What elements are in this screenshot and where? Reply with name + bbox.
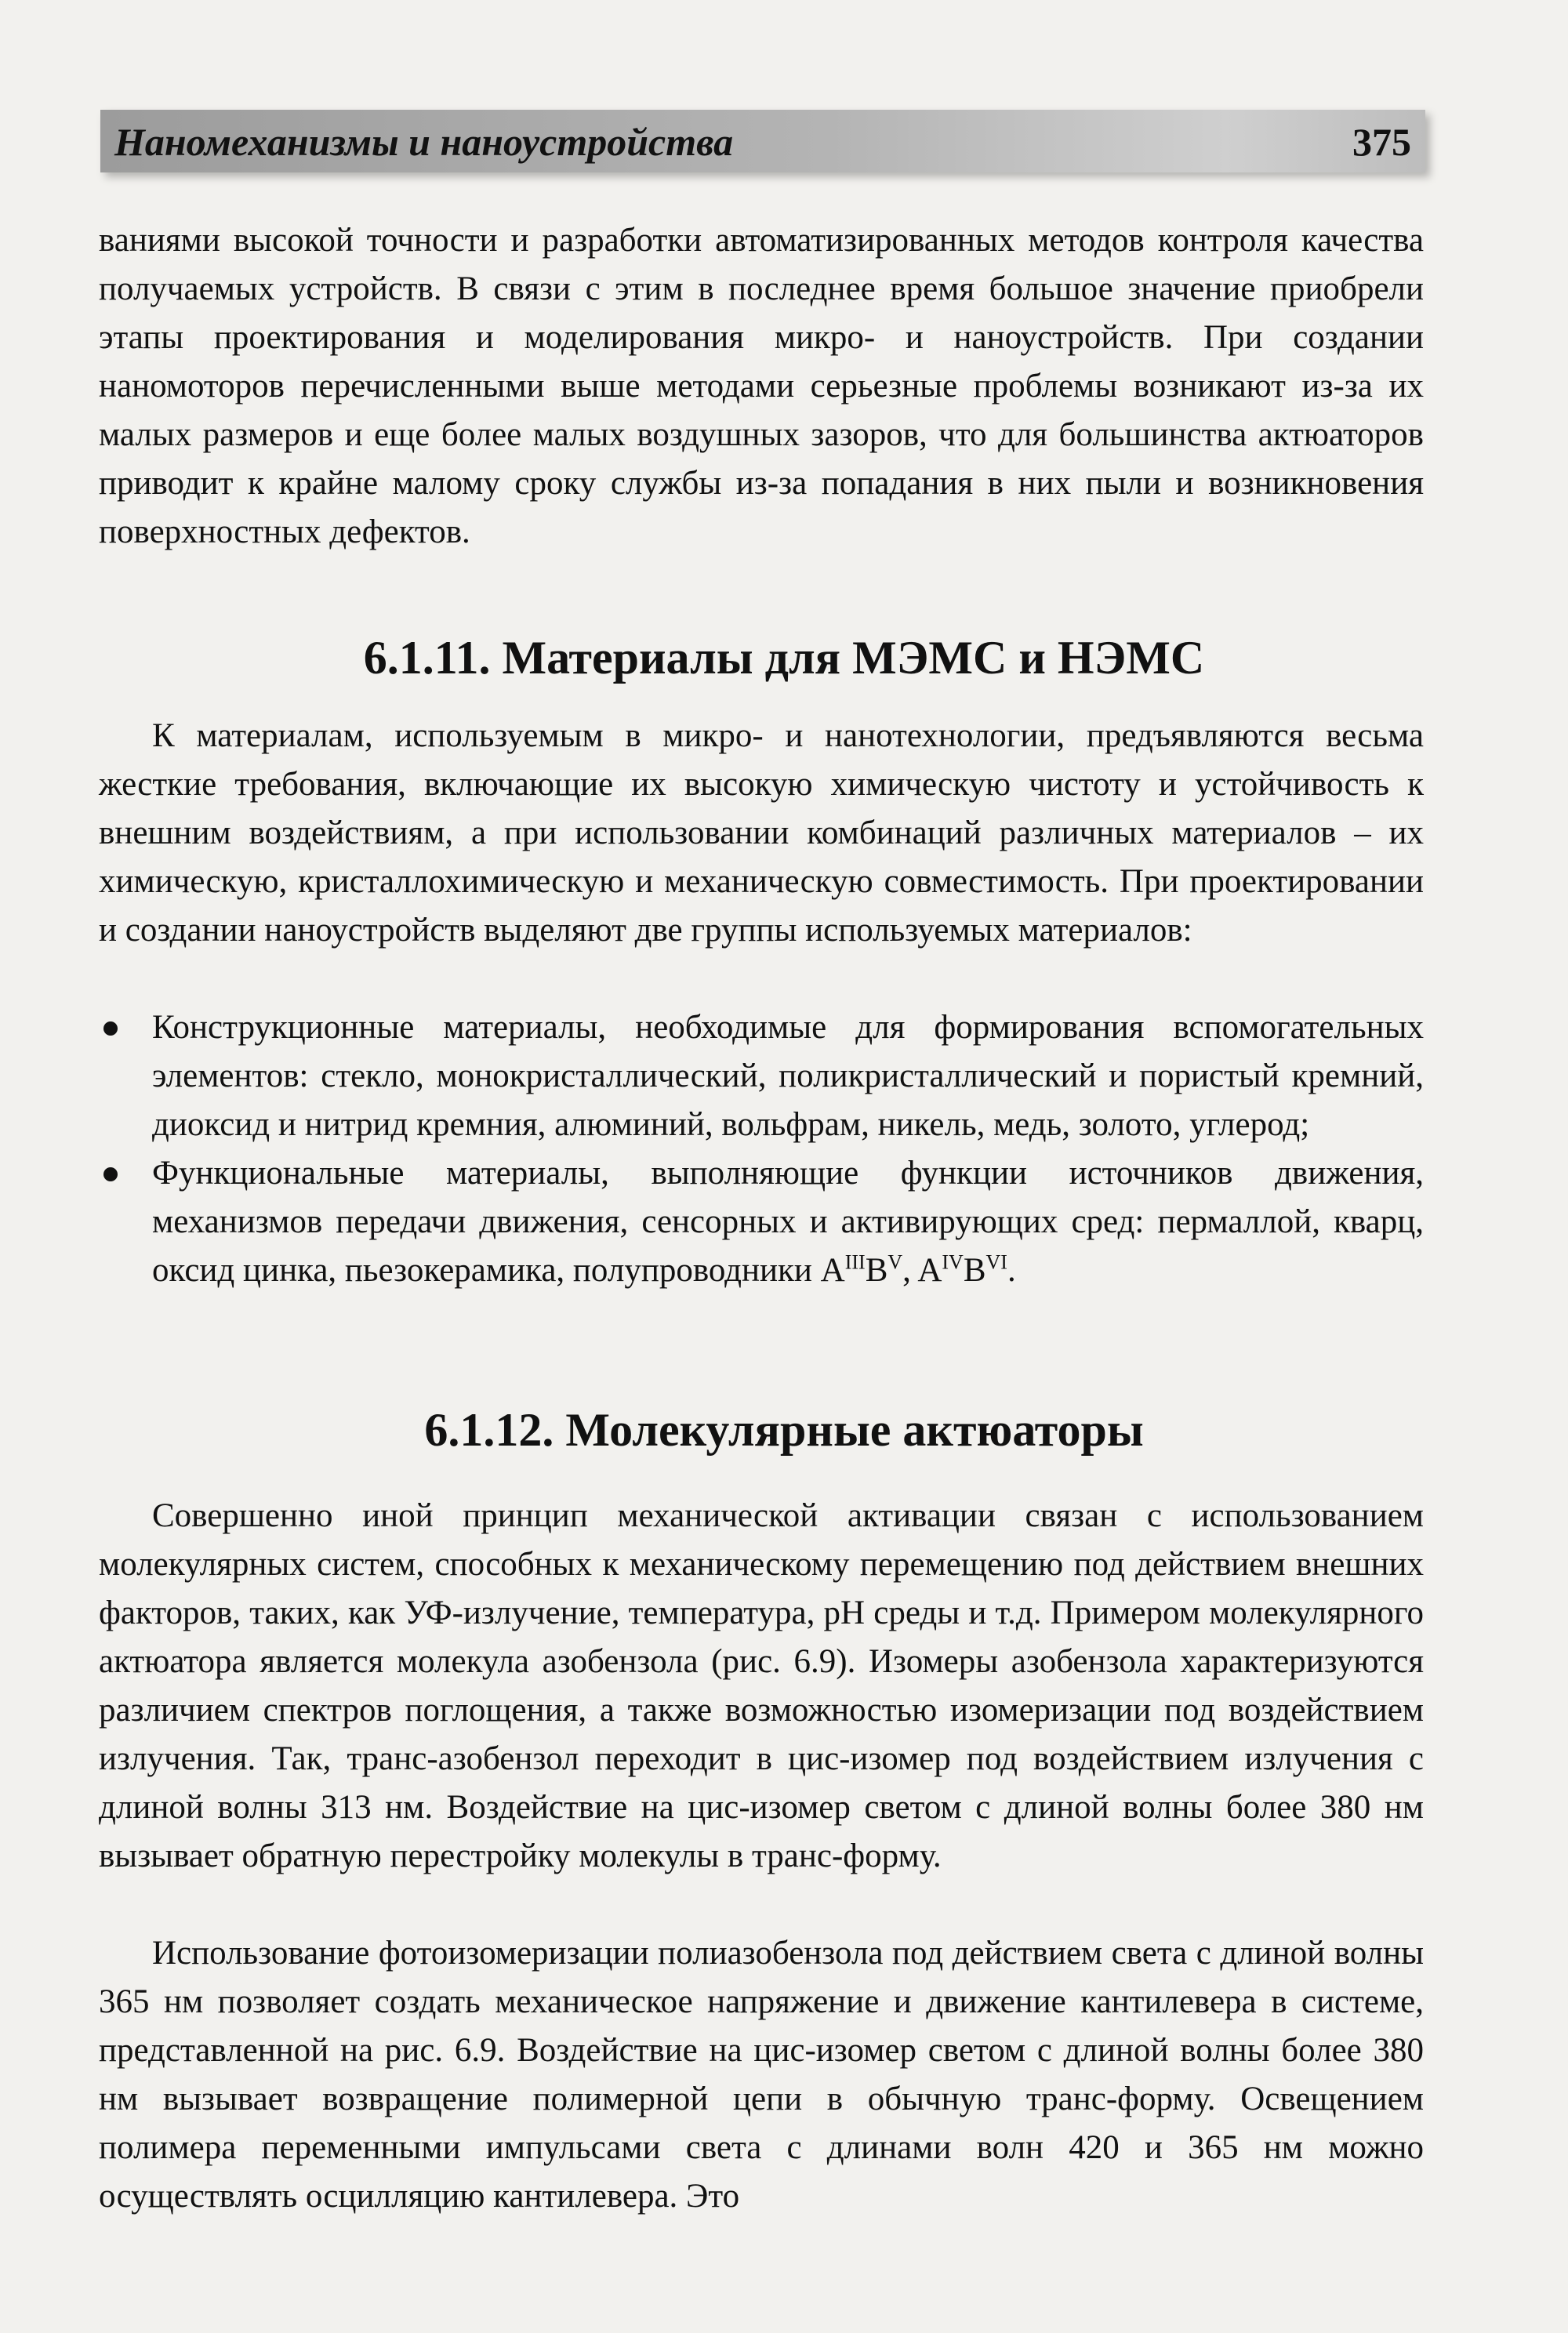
actuators-paragraph-1: Совершенно иной принцип механической активации связан с использованием молекулярных систем, способных к механическому перемещению под действием внешних факторов, таких, как УФ-излучение, температура, pH среды и т.д. Примером молекулярного актюатора является молекула азобензола (рис. 6.9). Изомеры азобензола характеризуются различием спектров поглощения, а также возможностью изомеризации под воздействием излучения. Так, транс-азобензол переходит в цис-изомер под воздействием излучения с длиной волны 313 нм. Воздействие на цис-изомер светом с длиной волны более 380 нм вызывает обратную перестройку молекулы в транс-форму. bbox=[99, 1497, 1424, 1874]
actuators-paragraph-2: Использование фотоизомеризации полиазобензола под действием света с длиной волны 365 нм позволяет создать механическое напряжение и движение кантилевера в системе, представленной на рис. 6.9. Воздействие на цис-изомер светом с длиной волны более 380 нм вызывает возвращение полимерной цепи в обычную транс-форму. Освещением полимера переменными импульсами света с длинами волн 420 и 365 нм можно осуществлять осцилляцию кантилевера. Это bbox=[99, 1935, 1424, 2215]
list-item-text: Функциональные материалы, выполняющие функции источников движения, механизмов передачи движения, сенсорных и активирующих сред: пермаллой, кварц, оксид цинка, пьезокерамика, полупроводники bbox=[152, 1155, 1424, 1289]
running-header-title: Наномеханизмы и наноустройства bbox=[114, 120, 734, 164]
intro-paragraph: ваниями высокой точности и разработки автоматизированных методов контроля качества получаемых устройств. В связи с этим в последнее время большое значение приобрели этапы проектирования и моделирования микро- и наноустройств. При создании наномоторов перечисленными выше методами серьезные проблемы возникают из-за их малых размеров и еще более малых воздушных зазоров, что для большинства актюаторов приводит к крайне малому сроку службы из-за попадания в них пыли и возникновения поверхностных дефектов. bbox=[99, 222, 1424, 550]
page-number: 375 bbox=[1352, 120, 1411, 164]
bullet-icon bbox=[103, 1167, 118, 1181]
section-heading-molecular-actuators: 6.1.12. Молекулярные актюаторы bbox=[424, 1404, 1144, 1456]
formula-a3b5-a4b6: $A^{III}B^V$, $A^{IV}B^{VI}$. bbox=[820, 1250, 1016, 1289]
section-heading-materials: 6.1.11. Материалы для МЭМС и НЭМС bbox=[363, 632, 1205, 684]
list-item bbox=[99, 1003, 1424, 1149]
materials-list bbox=[99, 1003, 1424, 1295]
list-item bbox=[99, 1149, 1424, 1295]
materials-paragraph: К материалам, используемым в микро- и нанотехнологии, предъявляются весьма жесткие требования, включающие их высокую химическую чистоту и устойчивость к внешним воздействиям, а при использовании комбинаций различных материалов – их химическую, кристаллохимическую и механическую совместимость. При проектировании и создании наноустройств выделяют две группы используемых материалов: bbox=[99, 717, 1424, 949]
running-header bbox=[100, 110, 1425, 172]
list-item-text: Конструкционные материалы, необходимые для формирования вспомогательных элементов: стекло, монокристаллический, поликристаллический и пористый кремний, диоксид и нитрид кремния, алюминий, вольфрам, никель, медь, золото, углерод; bbox=[152, 1009, 1424, 1143]
bullet-icon bbox=[103, 1021, 118, 1036]
